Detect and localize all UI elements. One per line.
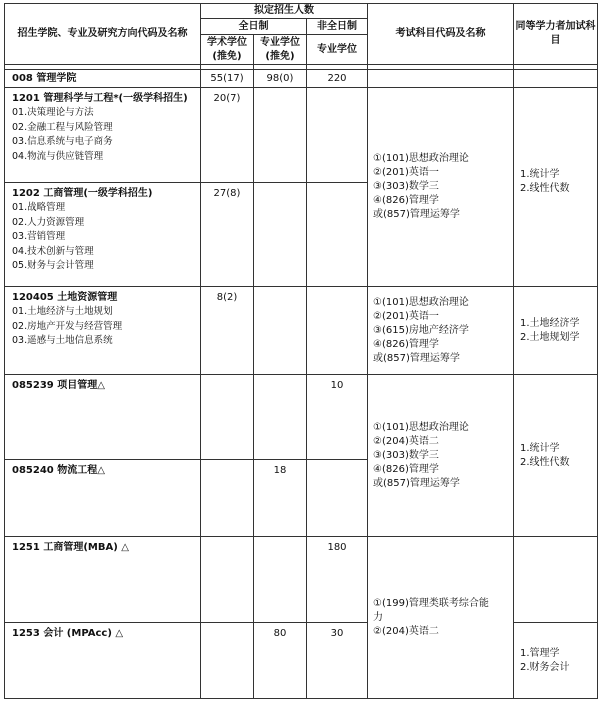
- direction-item: 02.房地产开发与经营管理: [12, 320, 123, 332]
- program-120405: [5, 287, 201, 375]
- parttime-1253: 30: [307, 623, 368, 699]
- header-quota-label: 拟定招生人数: [254, 5, 314, 16]
- academic-1251: [201, 537, 254, 623]
- program-1202: [5, 183, 201, 287]
- extra-group-2: [514, 287, 598, 375]
- header-program: [5, 4, 201, 65]
- table-row: [5, 375, 598, 460]
- program-085240: [5, 460, 201, 537]
- direction-item: 01.土地经济与土地规划: [12, 306, 113, 317]
- extra-item: 2.线性代数: [520, 456, 570, 468]
- exam-item: ③(303)数学三: [373, 449, 439, 461]
- exam-item: ④(826)管理学: [373, 463, 439, 475]
- direction-item: 02.金融工程与风险管理: [12, 121, 113, 133]
- exam-item: ①(101)思想政治理论: [373, 153, 469, 164]
- extra-item: 2.线性代数: [520, 183, 570, 194]
- exam-item: ③(303)数学三: [373, 181, 439, 192]
- exam-item: ②(201)英语一: [373, 167, 439, 178]
- academic-1201: 20(7): [201, 88, 254, 183]
- header-professional-pt-label: 专业学位: [317, 43, 357, 55]
- table-row: [5, 287, 598, 375]
- exam-item: 或(857)管理运筹学: [373, 352, 460, 364]
- exam-item: ①(199)管理类联考综合能: [373, 597, 489, 609]
- professional-1202: [254, 183, 307, 287]
- exam-item: ③(615)房地产经济学: [373, 324, 469, 336]
- header-program-label: 招生学院、专业及研究方向代码及名称: [17, 28, 188, 39]
- professional-1253: 80: [254, 623, 307, 699]
- direction-item: 03.营销管理: [12, 231, 66, 242]
- program-title: 085240 物流工程△: [12, 465, 105, 476]
- exam-item: ④(826)管理学: [373, 338, 439, 350]
- header-fulltime-label: 全日制: [238, 20, 269, 32]
- exam-item: 或(857)管理运筹学: [373, 477, 460, 489]
- academic-1202: 27(8): [201, 183, 254, 287]
- extra-group-4: [514, 623, 598, 699]
- exam-item: ②(201)英语一: [373, 310, 439, 322]
- extra-item: 1.管理学: [520, 647, 560, 659]
- college-exam: [368, 70, 514, 88]
- header-exam-label: 考试科目代码及名称: [395, 28, 486, 39]
- college-parttime: 220: [307, 70, 368, 88]
- program-title: 1251 工商管理(MBA) △: [12, 542, 129, 553]
- academic-085239: [201, 375, 254, 460]
- direction-item: 05.财务与会计管理: [12, 260, 94, 271]
- professional-1251: [254, 537, 307, 623]
- parttime-085240: [307, 460, 368, 537]
- extra-item: 1.土地经济学: [520, 317, 580, 329]
- parttime-1201: [307, 88, 368, 183]
- direction-item: 01.决策理论与方法: [12, 107, 94, 118]
- extra-group-1: [514, 88, 598, 287]
- program-1253: [5, 623, 201, 699]
- exam-group-1: [368, 88, 514, 287]
- program-title: 1202 工商管理(一级学科招生): [12, 188, 153, 199]
- extra-item: 2.财务会计: [520, 661, 570, 673]
- parttime-085239: 10: [307, 375, 368, 460]
- extra-item: 1.统计学: [520, 442, 560, 454]
- direction-item: 03.信息系统与电子商务: [12, 136, 113, 147]
- exam-item: ④(826)管理学: [373, 195, 439, 206]
- professional-085240: 18: [254, 460, 307, 537]
- college-row: [5, 70, 598, 88]
- professional-085239: [254, 375, 307, 460]
- header-professional-pt: [307, 35, 368, 65]
- program-title: 120405 土地资源管理: [12, 292, 118, 303]
- extra-1251: [514, 537, 598, 623]
- extra-item: 2.土地规划学: [520, 331, 580, 343]
- program-085239: [5, 375, 201, 460]
- program-title: 085239 项目管理△: [12, 380, 105, 391]
- direction-item: 04.技术创新与管理: [12, 245, 94, 257]
- header-extra: [514, 4, 598, 65]
- college-professional: 98(0): [254, 70, 307, 88]
- direction-item: 01.战略管理: [12, 202, 66, 213]
- header-professional-ft-label: 专业学位(推免): [260, 36, 300, 62]
- table-row: [5, 537, 598, 623]
- exam-group-3: [368, 375, 514, 537]
- parttime-1251: 180: [307, 537, 368, 623]
- header-academic-label: 学术学位(推免): [207, 36, 247, 62]
- program-title: 1201 管理科学与工程*(一级学科招生): [12, 93, 188, 104]
- header-fulltime: [201, 19, 307, 35]
- exam-item: ②(204)英语二: [373, 625, 439, 637]
- college-extra: [514, 70, 598, 88]
- header-extra-label: 同等学力者加试科目: [515, 21, 596, 46]
- program-1251: [5, 537, 201, 623]
- college-name: 008 管理学院: [5, 70, 201, 88]
- header-professional-ft: [254, 35, 307, 65]
- academic-085240: [201, 460, 254, 537]
- header-academic: [201, 35, 254, 65]
- table-row: [5, 88, 598, 183]
- exam-group-4: [368, 537, 514, 699]
- admission-table: [4, 3, 598, 699]
- direction-item: 02.人力资源管理: [12, 216, 85, 228]
- college-academic: 55(17): [201, 70, 254, 88]
- parttime-120405: [307, 287, 368, 375]
- exam-item: 力: [373, 611, 384, 623]
- exam-item: ①(101)思想政治理论: [373, 296, 469, 308]
- direction-item: 04.物流与供应链管理: [12, 150, 104, 162]
- program-1201: [5, 88, 201, 183]
- header-exam: [368, 4, 514, 65]
- exam-group-2: [368, 287, 514, 375]
- extra-item: 1.统计学: [520, 169, 560, 180]
- header-parttime: [307, 19, 368, 35]
- direction-item: 03.遥感与土地信息系统: [12, 335, 113, 346]
- extra-group-3: [514, 375, 598, 537]
- academic-120405: 8(2): [201, 287, 254, 375]
- professional-120405: [254, 287, 307, 375]
- exam-item: 或(857)管理运筹学: [373, 209, 460, 220]
- academic-1253: [201, 623, 254, 699]
- header-quota: [201, 4, 368, 19]
- professional-1201: [254, 88, 307, 183]
- parttime-1202: [307, 183, 368, 287]
- header-parttime-label: 非全日制: [317, 20, 357, 32]
- program-title: 1253 会计 (MPAcc) △: [12, 628, 124, 639]
- exam-item: ②(204)英语二: [373, 435, 439, 447]
- exam-item: ①(101)思想政治理论: [373, 421, 469, 433]
